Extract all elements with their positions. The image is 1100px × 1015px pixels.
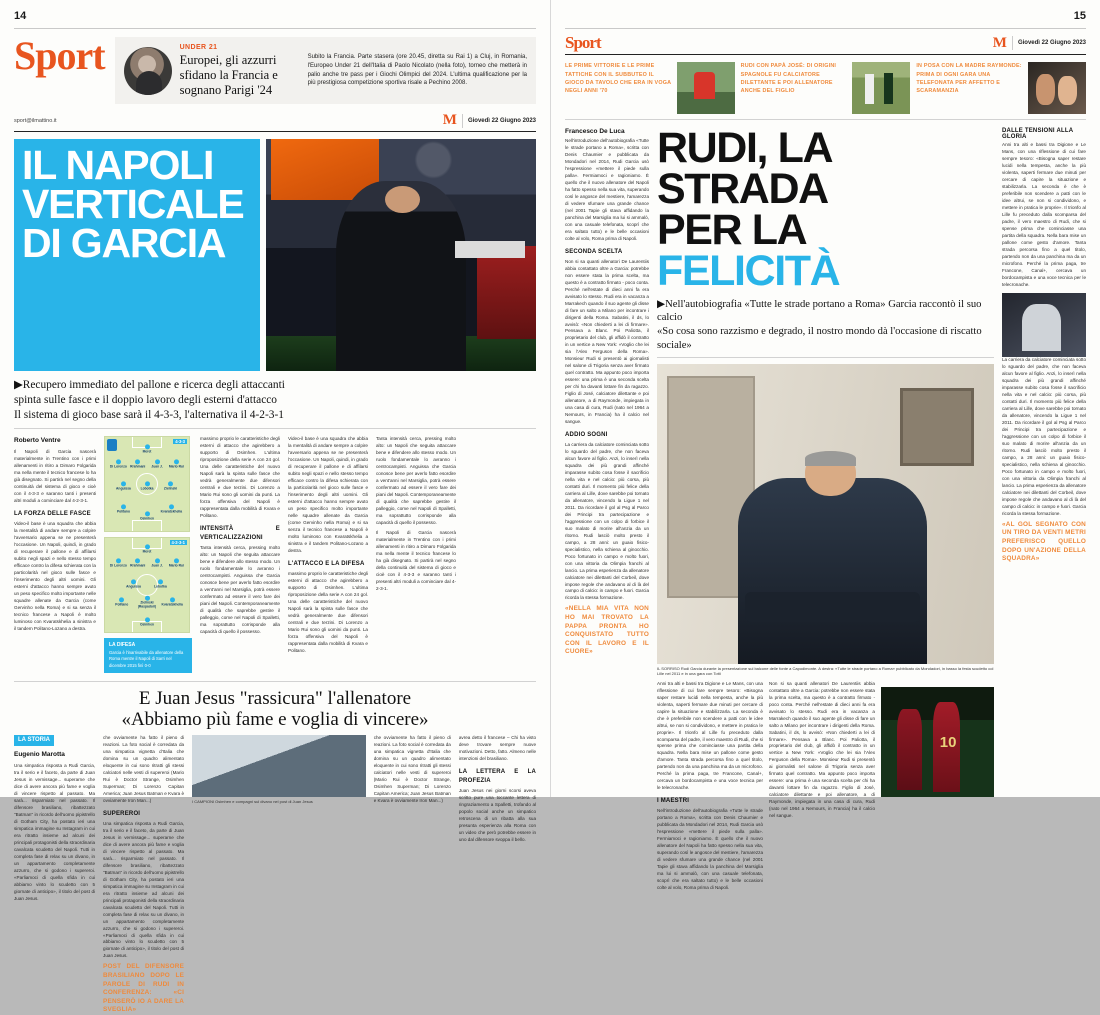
right-deck: [657, 298, 994, 353]
lower-headline-group[interactable]: [14, 688, 536, 731]
right-lower-col-1: [657, 681, 763, 895]
hero-block: [14, 139, 536, 371]
player-marker: Lobotka: [145, 579, 175, 588]
player-marker: Di Lorenzo: [103, 459, 133, 468]
player-marker: Mario Rui: [161, 558, 191, 567]
teaser-kicker: UNDER 21: [179, 44, 218, 51]
subhead-supereroi: SUPEREROI: [103, 810, 141, 817]
player-marker: Osimhen: [132, 512, 162, 521]
right-deck-line-2: «So cosa sono razzismo e degrado, il nostro mondo dà l'occasione di riscatto sociale»: [657, 326, 982, 351]
body-paragraph: La carriera da calciatore cominciata sotto lo sguardo del padre, che non faceva alcun favore al figlio. Anzi, lo inserì nella squadra dei più grandi affinché imparasse subito cosa fosse il sacrificio nella vita e nel calcio: più corsa, più contatti duri. Il momento più felice della carriera al Lille, dove sarebbe poi tornato da allenatore, vincendo la Ligue 1 nel 2011. Da ricordare il gol al Psg al Parco dei Principi tra partecipazione e l'aggressione con un colpo di forbice il suo malato di morire all'anzia da un ritorno. Rudi lasciò molto presto il campo, a 28 anni: un guaio fisico-specialistico, nella schiena al ginocchio. Poco fortunato in campo e molto fuori, con una vittoria da Olimpia franchi al lancio. La prima esperienza da allenatore calciatore nei dilettanti del Corbeil, dove impose regole che andavano al di là del campo di calcio: in campo e fuori. Garcia ricorda la stessa formazione.: [565, 442, 650, 601]
right-page: [550, 0, 1100, 891]
info-box-difesa: [104, 638, 192, 672]
subhead-attacco-difesa: L'ATTACCO E LA DIFESA: [288, 560, 365, 567]
player-marker: Politano: [108, 504, 138, 513]
club-badge-icon: [107, 439, 117, 451]
photo-garcia-body: [738, 478, 927, 664]
main-photo-caption: IL SORRISO Rudi Garcia durante la presentazione sul balcone delle fonte a Capodimonte. A destra: «Tutte le strade portano a Roma» pubblicato da Mondadori, in basso la festa scudetto col Lille nel 2011 e in una gara con Totti: [657, 665, 994, 677]
right-headline-line-1: RUDI, LA STRADA: [657, 124, 831, 213]
body-paragraph: Una simpatica risposta a Rudi Garcia, tra il serio e il faceto, da parte di Juan Jesus in vernissage... superarne che dice di avere ancora più fame e voglia di vincere rispetto al passato. Ma sarà... risparmiato nel passato. Il difensore brasiliano, ribattezzato "Batman" in ricordo dell'uomo pipistrello di Gotham City, ha postato ieri una simpatica immagine su Instagram in cui era ritratto insieme ad alcuni dei principali protagonisti della straordinaria cavalcata scudetto del Napoli. Tutti in completa fase di relax su un divano, in un appartamento completamente azzurro, che si godono i supereroi. «Parliamoci di quella sfida in cui abbiamo vinto lo scudetto con 5 giornate di anticipo», il titolo del post di Juan Jesus.: [14, 763, 96, 901]
right-col-1-text: [565, 138, 649, 657]
right-headline-group: [657, 124, 994, 295]
pull-quote-juan-jesus: POST DEL DIFENSORE BRASILIANO DOPO LE PAROLE DI RUDI IN CONFERENZA: «CI PENSERÒ IO A DARE LA SVEGLIA»: [103, 963, 185, 1014]
book-cover-photo: [1002, 293, 1086, 357]
left-article-columns: [14, 436, 536, 676]
body-paragraph: Non si sa quanti allenatori De Laurentiis abbia contattato oltre a Garcia: potrebbe non essere stata la prima scelta, ma questo è a contratto firmato - poco conta. Perché nell'estate di dieci anni fa era avvisato lo stesso. Rudi era in vacanza a Marrakech quando il suo agente gli disse di fare un salto a Milano per incontrare i dirigenti della Roma. Sabatini, il ds, lo avvisò: «Non chiederti a lei di firmare». Pensava a Blanc. Poi Paliotta, il proprietario del club, gli affidò il contratto in un vertice a New York: «Voglio che lei sia l'Alex Ferguson della Roma». Monsieur Rudi si presentò ai giornalisti nel salone di Trigoria senza aver firmato quel contratto. Ma appunto poco importa essere: una prima è una seconda scelta per chi ha davanti lottare fin da ragazzo. Figlio di José, calciatore dilettante e poi allenatore, a di Raymonde, impiegata in una casa di cura, Rudi (nato nel 1964 a Nemours, in Francia) ha il calcio nel sangue.: [565, 258, 649, 425]
player-marker: Meret: [132, 544, 162, 553]
body-paragraph: Video-il base è una squadra che abbia la mentalità di andare sempre a colpire l'avversario appena se ne presenterà l'occasione. Un Napoli, quindi, in grado di recuperare il pallone e di affilarsi subito negli spazi e nello stesso tempo efficace contro la difesa schierata con la particolarità nel gioco sulle fasce e l'inserimento degli altri uomini. Gli esterni d'attacco hanno sempre avuto un peso specifico molto importante nelle squadre allenate da Garcia (come Gervinho nella Roma) e si sa senza il tecnico francese a Napoli è molto luminoso con Kvaratskhelia a sinistra e il tandem Politano-Lozano a destra.: [288, 436, 368, 553]
left-folio-row: [14, 10, 536, 26]
hero-headline-box: [14, 139, 260, 371]
left-column-1: [14, 436, 96, 676]
player-marker: Rrahmani: [123, 558, 153, 567]
formation-diagram-433: [104, 436, 190, 532]
headline-plain-part: PER LA: [657, 205, 805, 254]
player-marker: Mario Rui: [161, 459, 191, 468]
photo-jersey-number: 10: [939, 733, 957, 751]
left-identity-row: [14, 113, 536, 131]
lille-celebration-photo: [881, 687, 994, 797]
left-column-5: [376, 436, 456, 676]
player-marker: Anguissa: [119, 579, 149, 588]
photo-ad-board: [455, 241, 525, 257]
player-marker: Kvaratskhelia: [156, 504, 186, 513]
player-marker: Zielinski: [156, 482, 186, 491]
right-deck-rule: [657, 357, 994, 358]
publication-date-left: Giovedì 22 Giugno 2023: [467, 117, 536, 124]
masthead-rule-left: [14, 131, 536, 132]
player-marker: Juan J.: [142, 558, 172, 567]
formation-tag: 4-3-3: [175, 439, 185, 445]
subhead-lettera-profezia: LA LETTERA E LA PROFEZIA: [458, 769, 537, 785]
brand-divider: [1012, 36, 1013, 50]
right-main-block: [565, 124, 1087, 895]
mother-son-photo: [1028, 62, 1086, 114]
brand-logo-icon: M: [442, 112, 457, 129]
page-number-left: 14: [14, 10, 27, 22]
body-paragraph: Video-il base è una squadra che abbia la mentalità di andare sempre a colpire l'avversario appena se ne presenterà l'occasione. Un Napoli, quindi, in grado di recuperare il pallone e di affilarsi subito negli spazi e nello stesso tempo efficace contro la difesa schierata con la particolarità nel gioco sulle fasce e l'inserimento degli altri uomini. Gli esterni d'attacco hanno sempre avuto un peso specifico molto importante nelle squadre allenate da Garcia (come Gervinho nella Roma) e si sa senza il tecnico francese a Napoli è molto luminoso con Kvaratskhelia a sinistra e il tandem Politano-Lozano a destra.: [14, 521, 96, 631]
body-paragraph: massimo proprio le caratteristiche degli esterni di attacco che agirebbero a supporto di Osimhen. L'ultima riproposizione della serie A con 24 gol. Una delle caratteristiche del nuovo Napoli sarà la spinta sulle fasce che vedrà generalmente due difensori centrali e due terzini. Di Lorenzo a Mario Rui sono gli uomini da punti. La forza offensiva del Napoli è rappresentata dalla mobilità di Kvara e Politano.: [200, 436, 280, 519]
deck-line-3: Il sistema di gioco base sarà il 4-3-3, l'alternativa il 4-2-3-1: [14, 409, 284, 422]
left-column-2-formations: [104, 436, 192, 676]
tab-la-storia[interactable]: LA STORIA: [14, 735, 54, 746]
left-masthead: [14, 33, 536, 104]
lower-headline-2: «Abbiamo più fame e voglia di vincere»: [121, 708, 429, 730]
player-marker: Rrahmani: [123, 459, 153, 468]
player-marker: Kvaratskhelia: [157, 598, 187, 607]
brand-divider: [462, 114, 463, 128]
left-page: [0, 0, 550, 1014]
left-column-4: [288, 436, 368, 676]
right-deck-line-1: ▶Nell'autobiografia «Tutte le strade portano a Roma» Garcia raccontò il suo calcio: [657, 298, 982, 324]
player-marker: Zielinski (Raspadori): [132, 596, 162, 609]
player-marker: Lobotka: [132, 482, 162, 491]
teaser-text: IN POSA CON LA MADRE RAYMONDE: PRIMA DI OGNI GARA UNA TELEFONATA PER AFFETTO E SCARAMANZIA: [916, 63, 1022, 95]
player-marker: Osimhen: [132, 617, 162, 626]
lower-column-4: [459, 735, 536, 1015]
folio-divider-right: [565, 28, 1086, 29]
under21-teaser[interactable]: [115, 37, 536, 104]
lower-headline-1: E Juan Jesus "rassicura" l'allenatore: [138, 687, 412, 709]
brand-block-right: [993, 36, 1086, 51]
formation-diagram-4231: [104, 537, 190, 633]
body-paragraph: che ovviamente ha fatto il pieno di reazioni. La foto social è corredata da una simpatica vignetta d'Italia che domina su un quadro alimentato eloquente in cui sono ritratti gli stessi calciatori nelle vesti di supereroi (Mario Rui è Doctor Strange, Osimhen Superman; Di Lorenzo Capitan America; Juan Jesus Batman e Kvara è ovviamente Iron Man...): [373, 735, 451, 803]
body-paragraph: che ovviamente ha fatto il pieno di reazioni. La foto social è corredata da una simpatica vignetta d'Italia che domina su un quadro alimentato eloquente in cui sono ritratti gli stessi calciatori nelle vesti di supereroi (Mario Rui è Doctor Strange, Osimhen Superman; Di Lorenzo Capitan America; Juan Jesus Batman e Kvara è ovviamente Iron Man...): [103, 735, 185, 803]
right-lower-col-2: [769, 681, 875, 895]
father-son-pitch-photo: [852, 62, 910, 114]
body-paragraph: Non si sa quanti allenatori De Laurentiis abbia contattato oltre a Garcia: potrebbe non essere stata la prima scelta, ma questo è a contratto firmato - poco conta. Perché nell'estate di dieci anni fa era avvisato lo stesso. Rudi era in vacanza a Marrakech quando il suo agente gli disse di fare un salto a Milano per incontrare i dirigenti della Roma. Sabatini, il ds, lo avvisò: «Non chiederti a lei di firmare». Pensava a Blanc. Poi Paliotta, il proprietario del club, gli affidò il contratto in un vertice a New York: «Voglio che lei sia l'Alex Ferguson della Roma». Monsieur Rudi si presentò ai giornalisti nel salone di Trigoria senza aver firmato quel contratto. Ma appunto poco importa essere: una prima è una seconda scelta per chi ha davanti lottare fin da ragazzo. Figlio di José, calciatore dilettante e poi allenatore, a di Raymonde, impiegata in una casa di cura, Rudi (nato nel 1964 a Nemours, in Francia) ha il calcio nel sangue.: [769, 680, 875, 819]
teaser-text: LE PRIME VITTORIE E LE PRIME TATTICHE CON IL SUBBUTEO IL GIOCO DA TAVOLO CHE ERA IN VOGA NEGLI ANNI '70: [565, 63, 672, 95]
section-logo-left: Sport: [14, 33, 105, 78]
teaser-mother[interactable]: [916, 62, 1086, 114]
pitch-box-bottom: [132, 520, 162, 531]
pull-quote-right-right-page: «AL GOL SEGNATO CON UN TIRO DA VENTI METRI PREFERISCO QUELLO DOPO UN'AZIONE DELLA SQUADRA»: [1002, 520, 1086, 563]
body-paragraph: Anni tra alti e bassi tra Digione e Le Mans, con una riflessione di cui fare sempre tesoro: «Bisogna saper restare lucidi nella tempesta, anche la più violenta, saperti fermare due minuti per cercare di capire la situazione e stabilizzarla. La seconda è che è preferibile non scendere a patti con le idee altrui, se non si condividono, e mettere in pratica le proprie». Il trionfo al Lille fu preceduto dalla scomparsa del padre, il vero maestro di Rudi, che si spense prima che cominciasse una partita della squadra. Nella bara mise un pallone come gesto d'amore. Tanta strada percorsa fino a quel titolo, partendo non da una panchina ma da un microfono. Perché la prima paga, tre Francone, Canal+, cercava un bordocampista e una voce tecnica per le telecronache.: [657, 680, 763, 791]
body-paragraph: avrea detto il francese – Chi ha visto deve trovare sempre nuove motivazioni. Detto, fatto. Almeno nelle intenzioni del brasiliano.: [458, 735, 537, 762]
deck-line-1: ▶Recupero immediato del pallone e ricerca degli attaccanti: [14, 379, 285, 392]
body-paragraph: Il Napoli di Garcia nascerà materialmente in Trentino con i primi allenamenti in ritiro a Dimaro Folgarida ma nella mente il tecnico francese lo ha già disegnato. Si partirà nel segno della continuità del sistema di gioco e cioè con il 4-3-3 e saranno tanti i presenti altri moduli a cominciare dal 4-2-3-1.: [14, 449, 96, 504]
lower-columns: [14, 735, 536, 1015]
photo-seats-layer: [477, 246, 536, 339]
lower-column-1: [14, 735, 95, 1015]
deck-rule: [14, 428, 536, 429]
headline-line-1: IL NAPOLI: [22, 142, 214, 189]
body-paragraph: massimo proprio le caratteristiche degli esterni di attacco che agirebbero a supporto di Osimhen. L'ultima riproposizione della serie A con 24 gol. Una delle caratteristiche del nuovo Napoli sarà la spinta sulle fasce che vedrà generalmente due difensori centrali e due terzini. Di Lorenzo a Mario Rui sono gli uomini da punti. La forza offensiva del Napoli è rappresentata dalla mobilità di Kvara e Politano.: [288, 570, 368, 653]
right-teaser-strip: [565, 62, 1086, 114]
right-lower-columns: [657, 681, 994, 895]
right-center-block: [657, 124, 994, 895]
body-paragraph: Tanta intensità cerca, pressing molto alto: un Napoli che seguita attaccare bene e difendere allo stesso modo. Un ruolo fondamentale lo avranno i centrocampisti. Anguissa che Garcia conosce bene per averlo fatto esordire a vent'anni nel Marsiglia, potrà essere confermato ad essere il vero fare dei piani del Napoli. Contemporaneamente di qualità che saprebbe gestire il palleggio, come nel Napoli di Spalletti, ma soprattutto corrisponde alla capacità di quello il possesso.: [376, 436, 456, 526]
lower-column-2: [103, 735, 184, 1015]
body-paragraph: Tanta intensità cerca, pressing molto alto: un Napoli che seguita attaccare bene e difendere allo stesso modo. Un ruolo fondamentale lo avranno i centrocampisti. Anguissa che Garcia conosce bene per averlo fatto esordire a vent'anni nel Marsiglia, potrà essere confermato ad essere il vero fare dei piani del Napoli. Contemporaneamente di qualità che saprebbe gestire il palleggio, come nel Napoli di Spalletti, ma soprattutto corrisponde alla capacità di quello il possesso.: [200, 545, 280, 634]
photo-garcia-hair: [805, 451, 856, 466]
right-folio-row: [565, 10, 1086, 26]
publication-date-right: Giovedì 22 Giugno 2023: [1017, 40, 1086, 47]
right-lower-photo-block: [881, 681, 994, 895]
teaser-rule: [565, 119, 1086, 120]
hero-photo-coach: [266, 139, 536, 371]
teaser-text: RUDI CON PAPÀ JOSÉ: DI ORIGINI SPAGNOLE FU CALCIATORE DILETTANTE E POI ALLENATORE ANCHE DEL FIGLIO: [740, 63, 837, 95]
garcia-presentation-photo: [657, 364, 994, 664]
coach-portrait-photo: [124, 47, 172, 95]
headline-line-2: VERTICALE: [22, 181, 244, 228]
section-logo-right: Sport: [565, 33, 601, 52]
teaser-body: Subito la Francia. Parte stasera (ore 20.45, diretta su Rai 1) a Cluj, in Romania, l'Europeo Under 21 dell'Italia di Paolo Nicolato (nella foto), torneo che metterà in palio anche tre pass per i Giochi Olimpici del 2024. L'ultima qualificazione per la più prestigiosa competizione sportiva risale a Pechino 2008.: [307, 54, 527, 87]
brand-logo-icon: M: [992, 34, 1007, 51]
subhead-addio-sogni: ADDIO SOGNI: [565, 432, 608, 439]
player-marker: Di Lorenzo: [103, 558, 133, 567]
teaser-subbuteo[interactable]: [565, 62, 735, 114]
masthead-rule-right: [565, 54, 1086, 55]
right-identity-row: [565, 35, 1086, 54]
lower-rule: [14, 681, 536, 682]
lower-byline: Eugenio Marotta: [14, 751, 65, 759]
body-paragraph: Nell'introduzione dell'autobiografia «Tutte le strade portano a Roma», scritta con Denis Chaumier e pubblicata da Mondadori nel 2014, Rudi Garcia usò l'espressione «mettere il piede sulla palla». Fermiamoci e ragioniamo. È quello che il nuovo allenatore del Napoli ha fatto spesso nella sua vita, superando così le angosce del mestiere, l'amarezza di vedere sfumare una grande chance (nel 2001 Tapie gli stava affidando la panchina del Marsiglia ma lui si ammalò, con una casuale telefonata, scoprì che era saltato tutto) e le belle occasioni colte al volo, Roma prima di Napoli.: [565, 138, 649, 241]
body-paragraph: La carriera da calciatore cominciata sotto lo sguardo del padre, che non faceva alcun favore al figlio. Anzi, lo inserì nella squadra dei più grandi affinché imparasse subito cosa fosse il sacrificio nella vita e nel calcio: più corsa, più contatti duri. Il momento più felice della carriera al Lille, dove sarebbe poi tornato da allenatore, vincendo la Ligue 1 nel 2011. Da ricordare il gol al Psg al Parco dei Principi tra partecipazione e l'aggressione con un colpo di forbice il suo malato di morire all'anzia da un ritorno. Rudi lasciò molto presto il campo, a 28 anni: un guaio fisico-specialistico, nella schiena al ginocchio. Poco fortunato in campo e molto fuori, con una vittoria da Olimpia franchi al lancio. La prima esperienza da allenatore calciatore nei dilettanti del Corbeil, dove impose regole che andavano al di là del campo di calcio: in campo e fuori. Garcia ricorda la stessa formazione.: [1002, 357, 1087, 516]
headline-highlight-part: FELICITÀ: [657, 246, 840, 295]
player-marker: Meret: [132, 444, 162, 453]
body-paragraph: Juan Jesus nei giorni scorsi aveva scritto pure una toccante lettera di ringraziamento a Spalletti, trofando al popolo social anche un simpatico retroscena di un ribatta alla sua presunta esperienza alla Roma con un video che però potrebbe essere in uno dal difensore svoppa il bello.: [458, 788, 537, 843]
left-column-3: [200, 436, 280, 676]
section-email[interactable]: sport@ilmattino.it: [14, 117, 57, 124]
teaser-title: Europei, gli azzurri sfidano la Francia e sognano Parigi '24: [179, 53, 278, 97]
subhead-intensita: INTENSITÀ E VERTICALIZZAZIONI: [200, 526, 280, 542]
article-byline-left: Roberto Ventre: [14, 437, 61, 445]
sofa-photo-caption: I CAMPIONI Osimhen e compagni sul divano nel post di Juan Jesus: [192, 799, 313, 805]
right-column-last: [1002, 128, 1086, 895]
formation-tag: 4-2-3-1: [171, 540, 185, 546]
subhead-forza-fasce: LA FORZA DELLE FASCE: [14, 511, 91, 518]
body-paragraph: Nell'introduzione dell'autobiografia «Tutte le strade portano a Roma», scritta con Denis Chaumier e pubblicata da Mondadori nel 2014, Rudi Garcia usò l'espressione «mettere il piede sulla palla». Fermiamoci e ragioniamo. È quello che il nuovo allenatore del Napoli ha fatto spesso nella sua vita, superando così le angosce del mestiere, l'amarezza di vedere sfumare una grande chance (nel 2001 Tapie gli stava affidando la panchina del Marsiglia ma lui si ammalò, con una casuale telefonata, scoprì che era saltato tutto) e le belle occasioni colte al volo, Roma prima di Napoli.: [657, 808, 763, 891]
photo-player-1: [897, 709, 922, 790]
player-marker: Anguissa: [108, 482, 138, 491]
hero-deck: [14, 378, 536, 423]
subhead-seconda-scelta: SECONDA SCELTA: [565, 248, 623, 255]
pull-quote-left-right-page: «NELLA MIA VITA NON HO MAI TROVATO LA PAPPA PRONTA HO CONQUISTATO TUTTO CON IL LAVORO E IL CUORE»: [565, 605, 649, 656]
page-number-right: 15: [1073, 10, 1086, 22]
lower-story-juan-jesus: [14, 688, 536, 1015]
deck-line-2: spinta sulle fasce e il doppio lavoro degli esterni d'attacco: [14, 394, 278, 407]
teaser-father[interactable]: [741, 62, 911, 114]
sofa-photo: [192, 735, 366, 797]
player-marker: Politano: [107, 598, 137, 607]
lower-column-3: [374, 735, 451, 1015]
player-marker: Juan J.: [142, 459, 172, 468]
headline-line-3: DI GARCIA: [22, 220, 226, 267]
body-paragraph: Una simpatica risposta a Rudi Garcia, tra il serio e il faceto, da parte di Juan Jesus in vernissage... superarne che dice di avere ancora più fame e voglia di vincere rispetto al passato. Ma sarà... risparmiato nel passato. Il difensore brasiliano, ribattezzato "Batman" in ricordo dell'uomo pipistrello di Gotham City, ha postato ieri una simpatica immagine su Instagram in cui era ritratto insieme ad alcuni dei principali protagonisti della straordinaria cavalcata scudetto del Napoli. Tutti in completa fase di relax su un divano, in un appartamento completamente azzurro, che si godono i supereroi. «Parliamoci di quella sfida in cui abbiamo vinto lo scudetto con 5 giornate di anticipo», il titolo del post di Juan Jesus.: [103, 821, 185, 959]
subhead-dalle-tensioni: DALLE TENSIONI ALLA GLORIA: [1002, 128, 1074, 141]
right-col-5-text: [1002, 142, 1086, 564]
article-byline-right: Francesco De Luca: [565, 128, 625, 136]
body-paragraph: Anni tra alti e bassi tra Digione e Le Mans, con una riflessione di cui fare sempre tesoro: «Bisogna saper restare lucidi nella tempesta, anche la più violenta, saperti fermare due minuti per cercare di capire la situazione e stabilizzarla. La seconda è che è preferibile non scendere a patti con le idee altrui, se non si condividono, e mettere in pratica le proprie». Il trionfo al Lille fu preceduto dalla scomparsa del padre, il vero maestro di Rudi, che si spense prima che cominciasse una partita della squadra. Nella bara mise un pallone come gesto d'amore. Tanta strada percorsa fino a quel titolo, partendo non da una panchina ma da un microfono. Perché la prima paga, tre Francone, Canal+, cercava un bordocampista e una voce tecnica per le telecronache.: [1002, 142, 1086, 287]
photo-garcia-arms: [745, 592, 920, 622]
photo-coach-face: [385, 186, 420, 214]
brand-block-left: [443, 113, 536, 128]
right-column-byline: [565, 128, 649, 895]
info-box-text: Garcia è l'inarrivabile da allenatore della Roma mentre il Napoli di Sarri nel dicembre 2015 finì 0-0: [109, 650, 184, 668]
child-with-ball-photo: [677, 62, 735, 114]
info-box-title: LA DIFESA: [109, 642, 136, 649]
photo-picture-frame-layer: [900, 388, 974, 466]
folio-divider-left: [14, 28, 536, 29]
lower-photo-block: [192, 735, 366, 1015]
subhead-i-maestri: I MAESTRI: [657, 798, 690, 805]
body-paragraph: Il Napoli di Garcia nascerà materialmente in Trentino con i primi allenamenti in ritiro a Dimaro Folgarida ma nella mente il tecnico francese lo ha già disegnato. Si partirà nel segno della continuità del sistema di gioco e cioè con il 4-3-3 e saranno tanti i presenti altri moduli a cominciare dal 4-2-3-1.: [376, 529, 456, 591]
right-headline-line-2: [657, 205, 994, 295]
